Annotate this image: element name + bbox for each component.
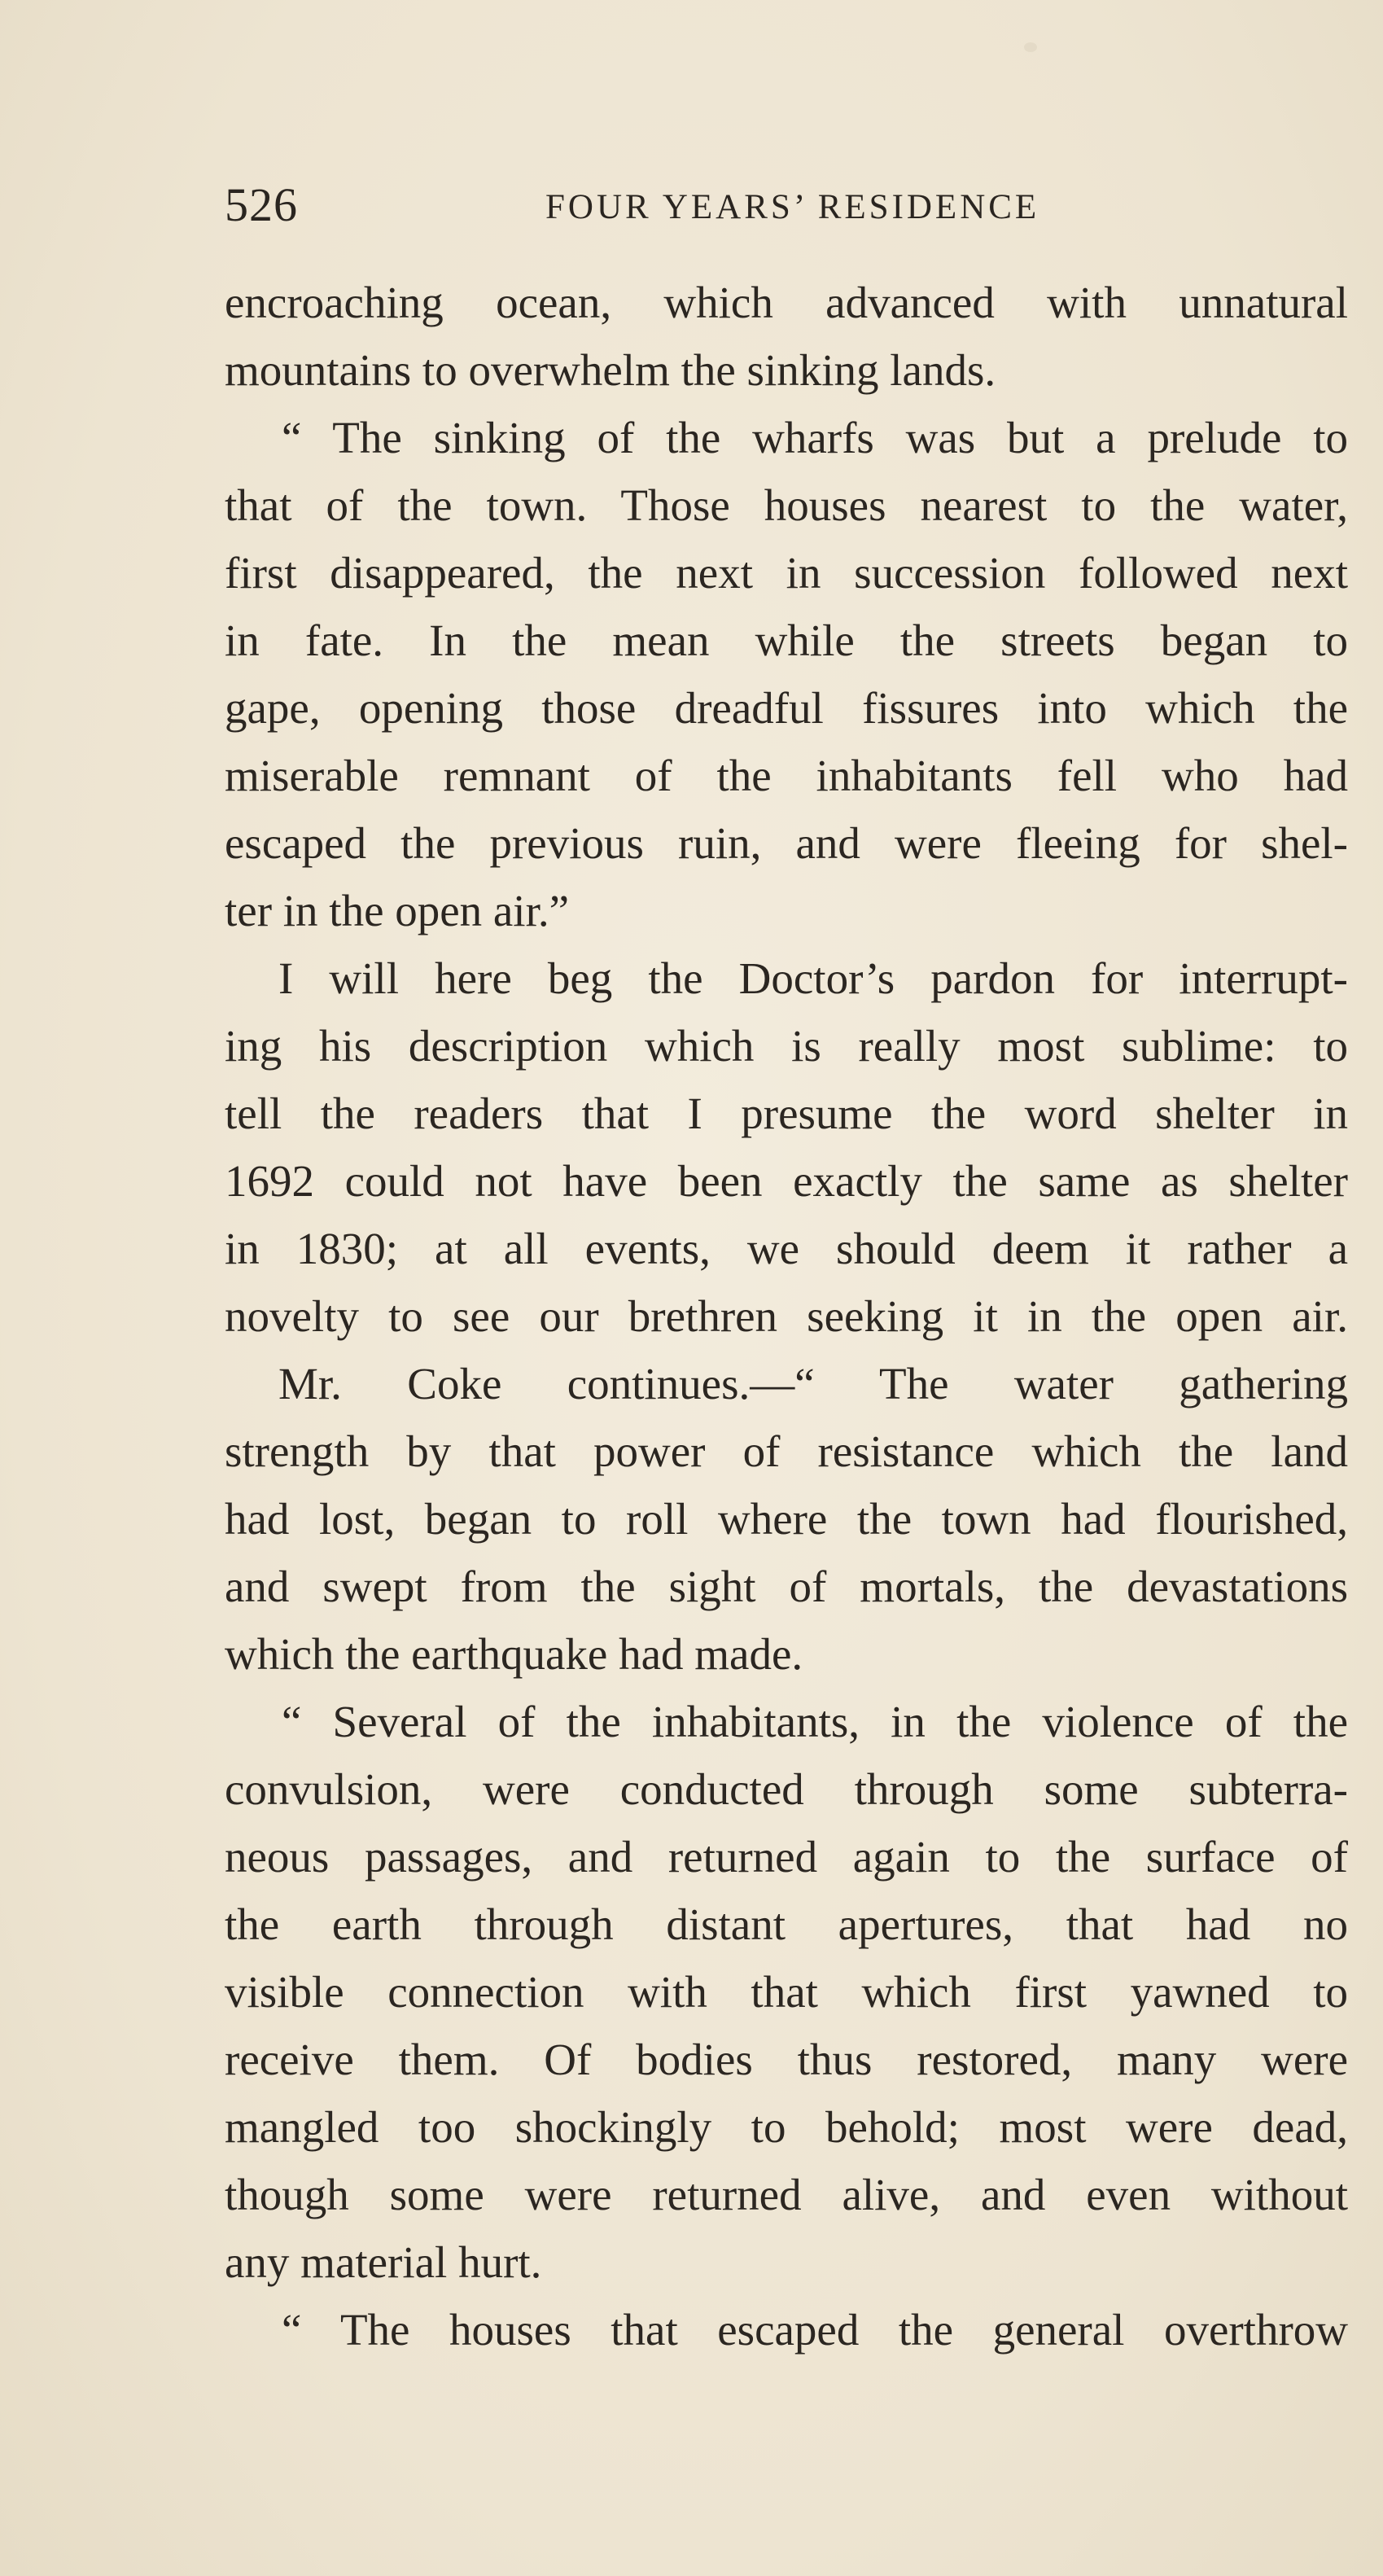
text-line: novelty to see our brethren seeking it in the open air. xyxy=(225,1291,1348,1341)
text-line: strength by that power of resistance which the land xyxy=(225,1426,1348,1476)
text-line: neous passages, and returned again to the surface of xyxy=(225,1832,1348,1882)
text-line: first disappeared, the next in succession followed next xyxy=(225,548,1348,598)
text-line: that of the town. Those houses nearest to the water, xyxy=(225,480,1348,530)
text-line: and swept from the sight of mortals, the devastations xyxy=(225,1562,1348,1611)
text-line: mountains to overwhelm the sinking lands. xyxy=(225,345,996,395)
body-text xyxy=(225,269,1348,2364)
text-line: ter in the open air.” xyxy=(225,886,570,935)
text-line: though some were returned alive, and even without xyxy=(225,2170,1348,2219)
running-head xyxy=(225,177,1348,243)
text-line: ing his description which is really most sublime: to xyxy=(225,1021,1348,1071)
text-line: miserable remnant of the inhabitants fell who had xyxy=(225,751,1348,800)
text-line: “ The houses that escaped the general overthrow xyxy=(282,2305,1348,2355)
text-line: encroaching ocean, which advanced with unnatural xyxy=(225,278,1348,327)
text-line: receive them. Of bodies thus restored, many were xyxy=(225,2035,1348,2084)
text-line: in 1830; at all events, we should deem it rather a xyxy=(225,1224,1348,1273)
text-line: mangled too shockingly to behold; most were dead, xyxy=(225,2102,1348,2152)
text-line: visible connection with that which first yawned to xyxy=(225,1967,1348,2017)
text-line: any material hurt. xyxy=(225,2237,542,2287)
page-number: 526 xyxy=(225,178,298,231)
text-line: in fate. In the mean while the streets began to xyxy=(225,616,1348,665)
text-line: 1692 could not have been exactly the same as shelter xyxy=(225,1156,1348,1206)
text-line: escaped the previous ruin, and were fleeing for shel- xyxy=(225,818,1348,868)
text-line: “ The sinking of the wharfs was but a prelude to xyxy=(282,413,1348,462)
text-line: had lost, began to roll where the town had flourished, xyxy=(225,1494,1348,1544)
paper-stain xyxy=(1024,42,1037,52)
running-title: FOUR YEARS’ RESIDENCE xyxy=(545,188,1040,226)
text-line: Mr. Coke continues.—“ The water gathering xyxy=(278,1359,1348,1408)
text-line: tell the readers that I presume the word shelter in xyxy=(225,1089,1348,1138)
text-line: I will here beg the Doctor’s pardon for interrupt- xyxy=(278,953,1348,1003)
text-line: convulsion, were conducted through some subterra- xyxy=(225,1764,1348,1814)
text-line: the earth through distant apertures, that had no xyxy=(225,1899,1348,1949)
text-line: “ Several of the inhabitants, in the violence of the xyxy=(282,1697,1348,1746)
text-line: which the earthquake had made. xyxy=(225,1629,803,1679)
text-line: gape, opening those dreadful fissures into which the xyxy=(225,683,1348,733)
